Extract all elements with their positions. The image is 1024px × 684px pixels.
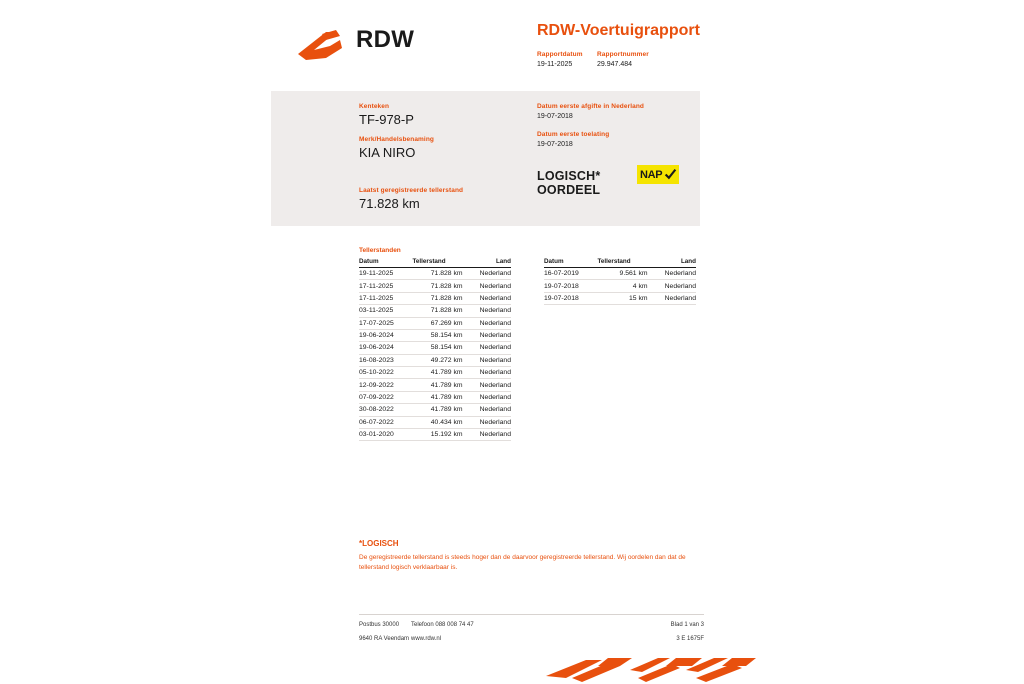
table-header-row <box>544 258 696 268</box>
first-admission-value: 19-07-2018 <box>537 141 573 148</box>
table-row <box>544 280 696 292</box>
report-date-label: Rapportdatum <box>537 51 583 58</box>
summary-right-column <box>537 103 707 159</box>
rdw-arrow-logo-icon <box>296 28 350 62</box>
cell-date: 17-11-2025 <box>359 292 404 304</box>
first-issue-nl-label: Datum eerste afgifte in Nederland <box>537 103 644 110</box>
col-country: Land <box>650 258 696 268</box>
footer-address <box>359 622 409 642</box>
footnote-body: De geregistreerde tellerstand is steeds hoger dan de daarvoor geregistreerde tellerstand. Wij oordelen dan dat de tellerstand logisch verklaarbaar is. <box>359 554 686 571</box>
cell-country: Nederland <box>465 379 511 391</box>
cell-reading: 15 km <box>589 292 649 304</box>
footer-page-info <box>669 622 704 642</box>
cell-date: 05-10-2022 <box>359 367 404 379</box>
footer-address-line-1: Postbus 30000 <box>359 622 400 628</box>
mileage-table-left <box>359 258 511 441</box>
nap-badge-label: NAP <box>640 168 663 181</box>
report-number-value: 29.947.484 <box>597 61 633 68</box>
cell-reading: 49.272 km <box>404 354 464 366</box>
last-reading-label: Laatst geregistreerde tellerstand <box>359 187 464 194</box>
make-label: Merk/Handelsbenaming <box>359 136 434 143</box>
footer-address-line-2: 9640 RA Veendam <box>359 636 410 642</box>
mileage-table-right <box>544 258 696 305</box>
cell-reading: 71.828 km <box>404 305 464 317</box>
cell-reading: 15.192 km <box>404 428 464 440</box>
cell-date: 30-08-2022 <box>359 404 404 416</box>
cell-country: Nederland <box>465 305 511 317</box>
cell-country: Nederland <box>650 280 696 292</box>
cell-reading: 41.789 km <box>404 379 464 391</box>
cell-date: 12-09-2022 <box>359 379 404 391</box>
cell-country: Nederland <box>465 268 511 280</box>
nap-badge <box>637 165 679 184</box>
table-row <box>359 416 511 428</box>
footnote-title: *LOGISCH <box>359 539 399 548</box>
report-number-block <box>597 51 649 68</box>
logo-wordmark: RDW <box>356 26 415 53</box>
table-row <box>359 292 511 304</box>
table-row <box>359 280 511 292</box>
cell-date: 07-09-2022 <box>359 391 404 403</box>
col-date: Datum <box>544 258 589 268</box>
cell-date: 19-06-2024 <box>359 342 404 354</box>
mileage-section-label: Tellerstanden <box>359 247 401 254</box>
cell-country: Nederland <box>465 317 511 329</box>
col-country: Land <box>465 258 511 268</box>
footer-website[interactable]: www.rdw.nl <box>411 636 442 642</box>
cell-date: 17-07-2025 <box>359 317 404 329</box>
cell-country: Nederland <box>465 367 511 379</box>
cell-country: Nederland <box>650 268 696 280</box>
cell-reading: 58.154 km <box>404 342 464 354</box>
cell-date: 19-07-2018 <box>544 280 589 292</box>
footer-doc-code: 3 E 1675F <box>676 636 704 642</box>
cell-reading: 41.789 km <box>404 391 464 403</box>
cell-reading: 9.561 km <box>589 268 649 280</box>
last-reading-value: 71.828 km <box>359 196 420 211</box>
footer-phone: Telefoon 088 008 74 47 <box>411 622 474 628</box>
make-value: KIA NIRO <box>359 145 416 160</box>
table-header-row <box>359 258 511 268</box>
licence-value: TF-978-P <box>359 112 414 127</box>
col-reading: Tellerstand <box>404 258 464 268</box>
footer-page-label: Blad 1 van 3 <box>670 622 704 628</box>
check-icon <box>664 168 677 181</box>
cell-country: Nederland <box>465 428 511 440</box>
cell-country: Nederland <box>465 391 511 403</box>
report-date-value: 19-11-2025 <box>537 61 573 68</box>
table-row <box>359 428 511 440</box>
cell-reading: 41.789 km <box>404 404 464 416</box>
table-row <box>359 305 511 317</box>
cell-reading: 67.269 km <box>404 317 464 329</box>
cell-country: Nederland <box>465 342 511 354</box>
table-row <box>359 404 511 416</box>
cell-date: 19-11-2025 <box>359 268 404 280</box>
summary-left-column <box>359 103 539 220</box>
cell-date: 19-06-2024 <box>359 329 404 341</box>
table-row <box>359 317 511 329</box>
cell-country: Nederland <box>465 280 511 292</box>
table-row <box>359 354 511 366</box>
table-row <box>359 342 511 354</box>
cell-country: Nederland <box>465 292 511 304</box>
cell-country: Nederland <box>465 404 511 416</box>
cell-reading: 71.828 km <box>404 280 464 292</box>
cell-reading: 71.828 km <box>404 292 464 304</box>
footer-divider <box>359 614 704 615</box>
cell-date: 19-07-2018 <box>544 292 589 304</box>
verdict-line-1: LOGISCH* <box>537 169 601 183</box>
cell-date: 03-01-2020 <box>359 428 404 440</box>
cell-reading: 41.789 km <box>404 367 464 379</box>
first-admission-label: Datum eerste toelating <box>537 131 610 138</box>
page-title: RDW-Voertuigrapport <box>537 22 700 39</box>
first-issue-nl-value: 19-07-2018 <box>537 113 573 120</box>
cell-country: Nederland <box>650 292 696 304</box>
col-date: Datum <box>359 258 404 268</box>
cell-date: 06-07-2022 <box>359 416 404 428</box>
cell-date: 17-11-2025 <box>359 280 404 292</box>
cell-country: Nederland <box>465 416 511 428</box>
cell-reading: 4 km <box>589 280 649 292</box>
cell-reading: 58.154 km <box>404 329 464 341</box>
mileage-left-body <box>359 268 511 441</box>
cell-date: 16-07-2019 <box>544 268 589 280</box>
licence-label: Kenteken <box>359 103 390 110</box>
rdw-decorative-graphic-icon <box>546 656 756 684</box>
verdict-text <box>537 169 600 197</box>
table-row <box>359 329 511 341</box>
cell-date: 16-08-2023 <box>359 354 404 366</box>
summary-panel <box>271 91 700 226</box>
col-reading: Tellerstand <box>589 258 649 268</box>
rdw-logo <box>296 18 416 64</box>
table-row <box>359 391 511 403</box>
footer-contact <box>411 622 474 642</box>
table-row <box>359 367 511 379</box>
table-row <box>544 292 696 304</box>
cell-reading: 40.434 km <box>404 416 464 428</box>
report-date-block <box>537 51 583 68</box>
mileage-right-body <box>544 268 696 305</box>
cell-country: Nederland <box>465 329 511 341</box>
table-row <box>544 268 696 280</box>
table-row <box>359 268 511 280</box>
cell-country: Nederland <box>465 354 511 366</box>
report-number-label: Rapportnummer <box>597 51 649 58</box>
table-row <box>359 379 511 391</box>
cell-reading: 71.828 km <box>404 268 464 280</box>
verdict-line-2: OORDEEL <box>537 183 601 197</box>
cell-date: 03-11-2025 <box>359 305 404 317</box>
